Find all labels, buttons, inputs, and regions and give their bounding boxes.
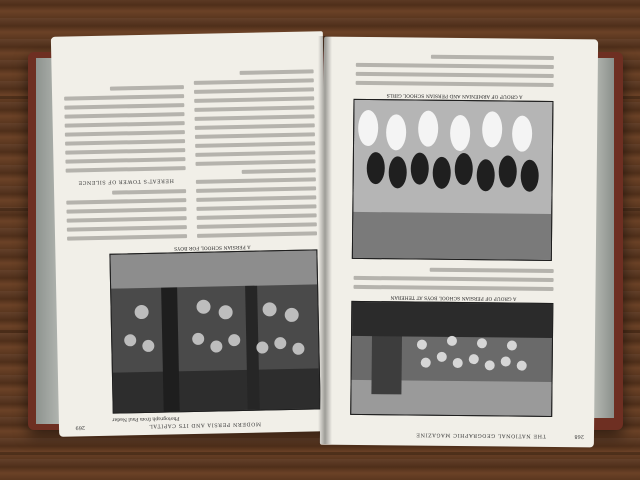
left-text-column-1 [194, 64, 318, 237]
school-girls-photo-image [353, 100, 553, 260]
book-gutter [318, 36, 332, 444]
right-top-photo-caption: A GROUP OF ARMENIAN AND PERSIAN SCHOOL GIRLS [386, 92, 523, 99]
school-boys-photo [109, 249, 320, 413]
left-section-heading: HEREAT'S TOWER OF SILENCE [77, 177, 174, 186]
right-bottom-photo-caption: A GROUP OF PERSIAN SCHOOL BOYS AT TEHERAN [390, 294, 517, 301]
left-photo-caption: A PERSIAN SCHOOL FOR BOYS [174, 243, 251, 251]
left-page-number: 269 [75, 424, 86, 431]
left-running-head: MODERN PERSIA AND ITS CAPITAL [148, 420, 262, 429]
left-page [51, 31, 331, 437]
right-page-number: 268 [574, 433, 585, 440]
right-caption-text-2 [356, 49, 554, 87]
left-text-column-2 [64, 80, 187, 240]
school-boys-group-photo [350, 301, 553, 417]
right-caption-text-1 [354, 262, 554, 291]
left-photo-credit: Photograph from Paul Nadar [112, 415, 180, 422]
right-page [320, 37, 598, 448]
table-board-seam [0, 452, 640, 455]
right-running-head: THE NATIONAL GEOGRAPHIC MAGAZINE [415, 431, 547, 439]
school-girls-photo [352, 99, 554, 261]
school-boys-photo-image [110, 250, 319, 412]
school-boys-group-photo-image [351, 302, 552, 416]
